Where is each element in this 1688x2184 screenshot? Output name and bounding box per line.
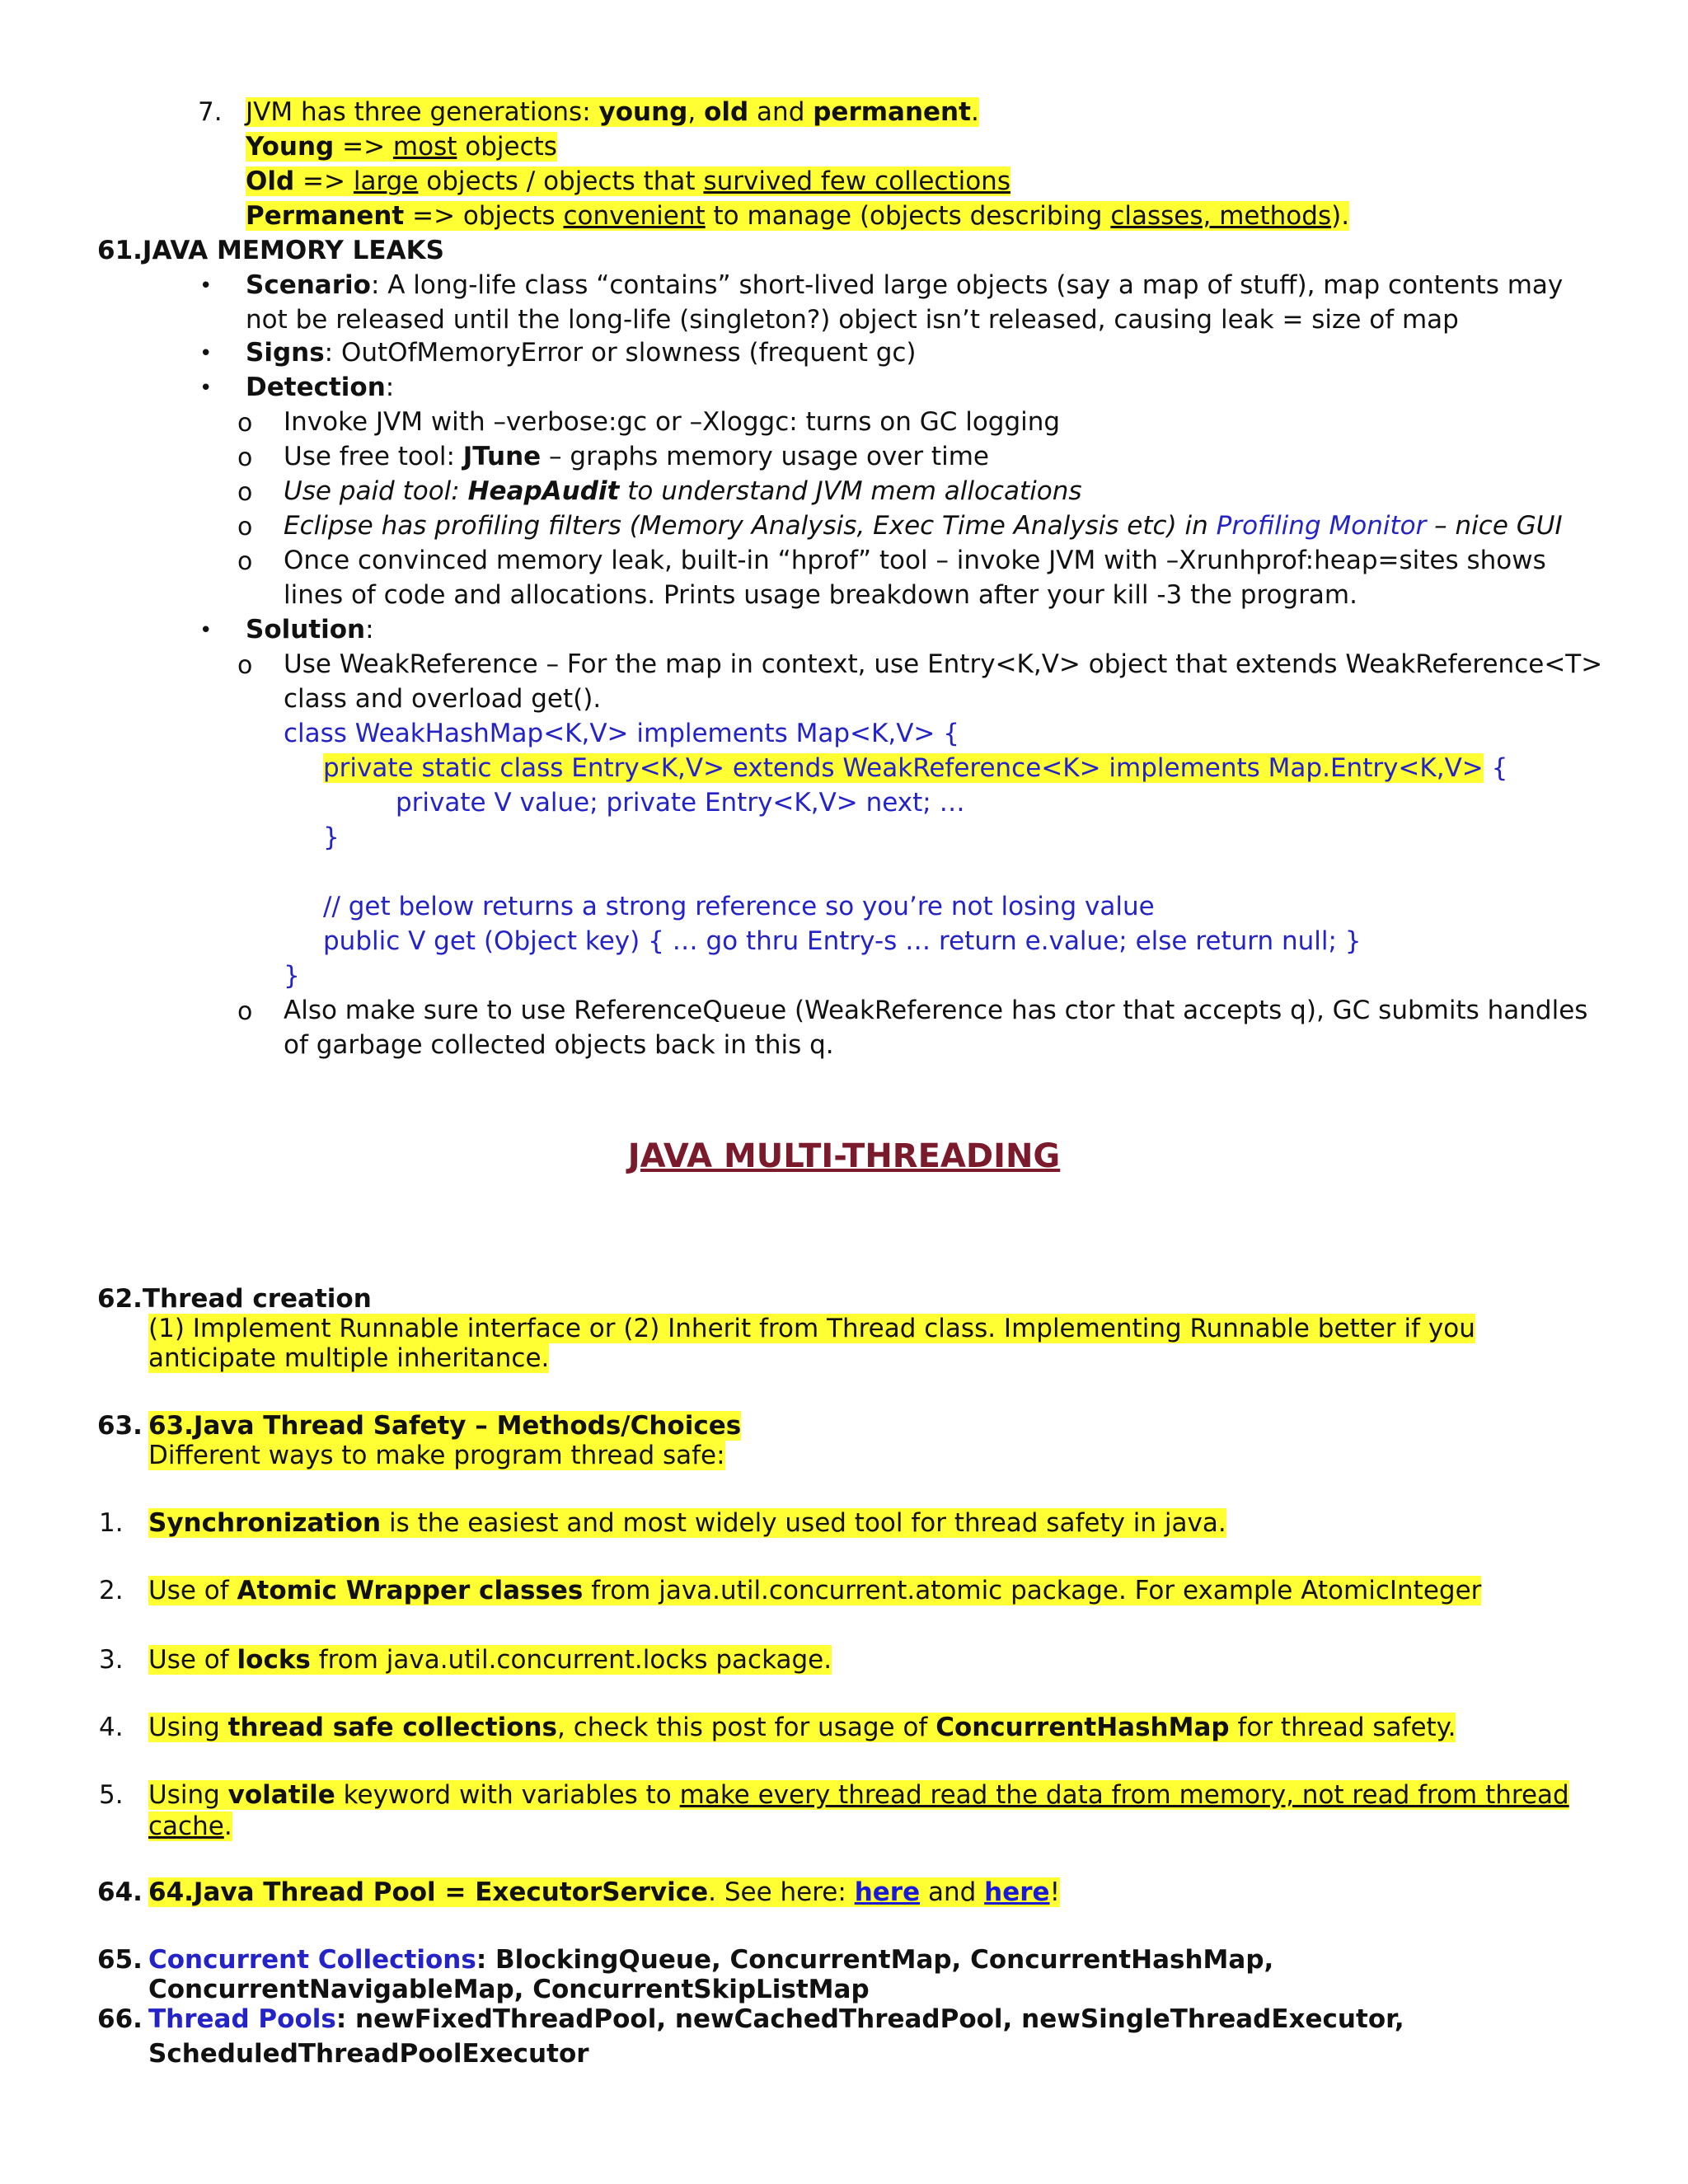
safety-item-3: Use of locks from java.util.concurrent.locks package.	[148, 1645, 832, 1675]
code-line-1: class WeakHashMap<K,V> implements Map<K,V> {	[284, 719, 959, 748]
page-title: JAVA MULTI-THREADING	[627, 1137, 1061, 1175]
here-link-1[interactable]: here	[854, 1877, 921, 1907]
bullet-icon: •	[199, 376, 213, 401]
circle-bullet-icon: o	[237, 651, 253, 680]
circle-bullet-icon: o	[237, 478, 253, 507]
old-line: Old => large objects / objects that survived few collections	[246, 166, 1010, 196]
solution-item-2-line-2: of garbage collected objects back in this q.	[284, 1030, 834, 1060]
generations-line: JVM has three generations: young, old and permanent.	[246, 97, 979, 127]
circle-bullet-icon: o	[237, 513, 253, 541]
list-number: 1.	[99, 1508, 124, 1538]
code-line-2: private static class Entry<K,V> extends WeakReference<K> implements Map.Entry<K,V> {	[323, 753, 1508, 783]
detection-line: Detection:	[246, 373, 395, 402]
concurrent-collections-line-1: Concurrent Collections: BlockingQueue, ConcurrentMap, ConcurrentHashMap,	[148, 1945, 1274, 1975]
code-line-5: // get below returns a strong reference so you’re not losing value	[323, 892, 1155, 921]
code-line-4: }	[323, 823, 340, 852]
bullet-icon: •	[199, 341, 213, 366]
list-number: 5.	[99, 1780, 124, 1810]
section-heading-63: 63.	[97, 1411, 143, 1441]
solution-item-1-line-1: Use WeakReference – For the map in context, use Entry<K,V> object that extends WeakReference<T>	[284, 649, 1603, 679]
section-heading-64: 64.	[97, 1877, 143, 1907]
list-number: 2.	[99, 1576, 124, 1605]
signs-line: Signs: OutOfMemoryError or slowness (frequent gc)	[246, 338, 917, 368]
section-heading-61: 61.JAVA MEMORY LEAKS	[97, 236, 444, 265]
concurrent-collections-line-2: ConcurrentNavigableMap, ConcurrentSkipListMap	[148, 1975, 870, 2004]
circle-bullet-icon: o	[237, 409, 253, 438]
solution-item-1-line-2: class and overload get().	[284, 684, 602, 714]
circle-bullet-icon: o	[237, 547, 253, 576]
list-number: 3.	[99, 1645, 124, 1675]
code-line-6: public V get (Object key) { … go thru Entry-s … return e.value; else return null; }	[323, 926, 1362, 956]
scenario-line-1: Scenario: A long-life class “contains” short-lived large objects (say a map of stuff), map contents may	[246, 270, 1564, 300]
circle-bullet-icon: o	[237, 443, 253, 472]
detection-item-1: Invoke JVM with –verbose:gc or –Xloggc: turns on GC logging	[284, 407, 1061, 437]
safety-item-1: Synchronization is the easiest and most widely used tool for thread safety in java.	[148, 1508, 1226, 1538]
code-line-3: private V value; private Entry<K,V> next; …	[396, 788, 965, 818]
bullet-icon: •	[199, 618, 213, 643]
scenario-line-2: not be released until the long-life (singleton?) object isn’t released, causing leak = size of map	[246, 305, 1459, 335]
thread-safety-title: 63.Java Thread Safety – Methods/Choices	[148, 1411, 742, 1441]
section-heading-62: 62.Thread creation	[97, 1284, 372, 1314]
detection-item-5-line-2: lines of code and allocations. Prints usage breakdown after your kill -3 the program.	[284, 580, 1357, 610]
thread-safety-intro: Different ways to make program thread safe:	[148, 1441, 725, 1470]
here-link-2[interactable]: here	[984, 1877, 1050, 1907]
permanent-line: Permanent => objects convenient to manage (objects describing classes, methods).	[246, 201, 1350, 231]
list-number: 4.	[99, 1713, 124, 1742]
safety-item-4: Using thread safe collections, check this post for usage of ConcurrentHashMap for thread safety.	[148, 1713, 1456, 1742]
safety-item-5-line-1: Using volatile keyword with variables to make every thread read the data from memory, not read from thread	[148, 1780, 1569, 1810]
thread-pools-line-1: Thread Pools: newFixedThreadPool, newCachedThreadPool, newSingleThreadExecutor,	[148, 2004, 1404, 2034]
thread-creation-line-2: anticipate multiple inheritance.	[148, 1343, 550, 1373]
solution-item-2-line-1: Also make sure to use ReferenceQueue (WeakReference has ctor that accepts q), GC submits handles	[284, 996, 1588, 1025]
safety-item-5-line-2: cache.	[148, 1811, 232, 1841]
code-line-7: }	[284, 961, 300, 991]
safety-item-2: Use of Atomic Wrapper classes from java.util.concurrent.atomic package. For example AtomicInteger	[148, 1576, 1482, 1605]
detection-item-5-line-1: Once convinced memory leak, built-in “hprof” tool – invoke JVM with –Xrunhprof:heap=sites shows	[284, 546, 1546, 575]
thread-pools-line-2: ScheduledThreadPoolExecutor	[148, 2039, 589, 2069]
thread-creation-line-1: (1) Implement Runnable interface or (2) Inherit from Thread class. Implementing Runnable better if you	[148, 1314, 1475, 1343]
section-heading-65: 65.	[97, 1945, 143, 1975]
bullet-icon: •	[199, 274, 213, 298]
detection-item-2: Use free tool: JTune – graphs memory usage over time	[284, 442, 989, 471]
young-line: Young => most objects	[246, 132, 557, 162]
solution-line: Solution:	[246, 615, 374, 644]
circle-bullet-icon: o	[237, 997, 253, 1026]
detection-item-4: Eclipse has profiling filters (Memory Analysis, Exec Time Analysis etc) in Profiling Monitor – nice GUI	[284, 511, 1563, 541]
thread-pool-line: 64.Java Thread Pool = ExecutorService. See here: here and here!	[148, 1877, 1060, 1907]
list-number: 7.	[198, 97, 223, 127]
section-heading-66: 66.	[97, 2004, 143, 2034]
detection-item-3: Use paid tool: HeapAudit to understand JVM mem allocations	[284, 476, 1082, 506]
